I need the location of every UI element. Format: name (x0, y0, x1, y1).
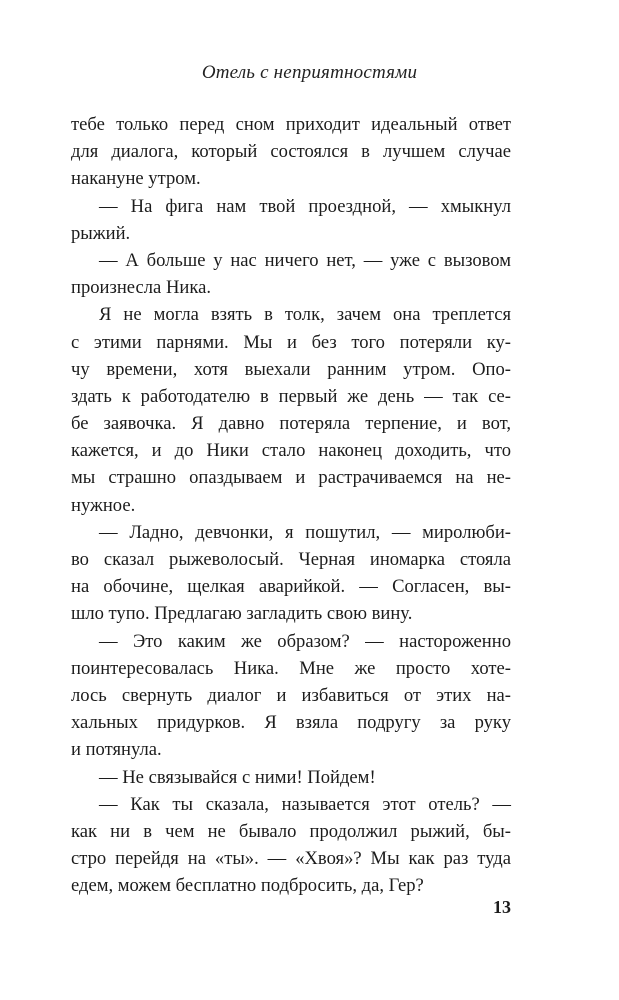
text-line: как ни в чем не бывало продолжил рыжий, бы- (71, 820, 511, 842)
text-line: и потянула. (71, 739, 162, 761)
text-line: нужное. (71, 494, 136, 516)
text-line: — Не связывайся с ними! Пойдем! (99, 766, 376, 788)
text-line: кажется, и до Ники стало наконец доходить, что (71, 440, 511, 462)
text-line: — Ладно, девчонки, я пошутил, — миролюби- (99, 521, 511, 543)
text-line: произнесла Ника. (71, 277, 211, 299)
page-number: 13 (493, 897, 511, 917)
text-line: — А больше у нас ничего нет, — уже с вызовом (99, 249, 511, 271)
text-line: едем, можем бесплатно подбросить, да, Гер? (71, 875, 424, 897)
text-line: — На фига нам твой проездной, — хмыкнул (99, 195, 511, 217)
text-line: — Как ты сказала, называется этот отель? — (99, 793, 511, 815)
text-line: накануне утром. (71, 168, 201, 190)
text-line: стро перейдя на «ты». — «Хвоя»? Мы как раз туда (71, 848, 511, 870)
body-text (71, 111, 511, 899)
text-line: на обочине, щелкая аварийкой. — Согласен, вы- (71, 576, 511, 598)
text-line: мы страшно опаздываем и растрачиваемся на не- (71, 467, 511, 489)
text-line: Я не могла взять в толк, зачем она треплется (99, 304, 511, 326)
text-line: здать к работодателю в первый же день — так се- (71, 385, 511, 407)
text-line: с этими парнями. Мы и без того потеряли ку- (71, 331, 511, 353)
text-line: для диалога, который состоялся в лучшем случае (71, 141, 511, 163)
text-line: чу времени, хотя выехали ранним утром. Опо- (71, 358, 511, 380)
text-line: — Это каким же образом? — настороженно (99, 630, 511, 652)
text-line: во сказал рыжеволосый. Черная иномарка стояла (71, 549, 511, 570)
text-line: шло тупо. Предлагаю загладить свою вину. (71, 603, 413, 625)
text-line: хальных придурков. Я взяла подругу за руку (71, 712, 511, 734)
text-line: рыжий. (71, 222, 131, 244)
text-line: тебе только перед сном приходит идеальный ответ (71, 114, 511, 135)
running-head: Отель с неприятностями (201, 62, 418, 83)
text-line: лось свернуть диалог и избавиться от этих на- (71, 684, 511, 706)
text-line: бе заявочка. Я давно потеряла терпение, и вот, (71, 413, 511, 435)
text-line: поинтересовалась Ника. Мне же просто хоте- (71, 657, 511, 679)
